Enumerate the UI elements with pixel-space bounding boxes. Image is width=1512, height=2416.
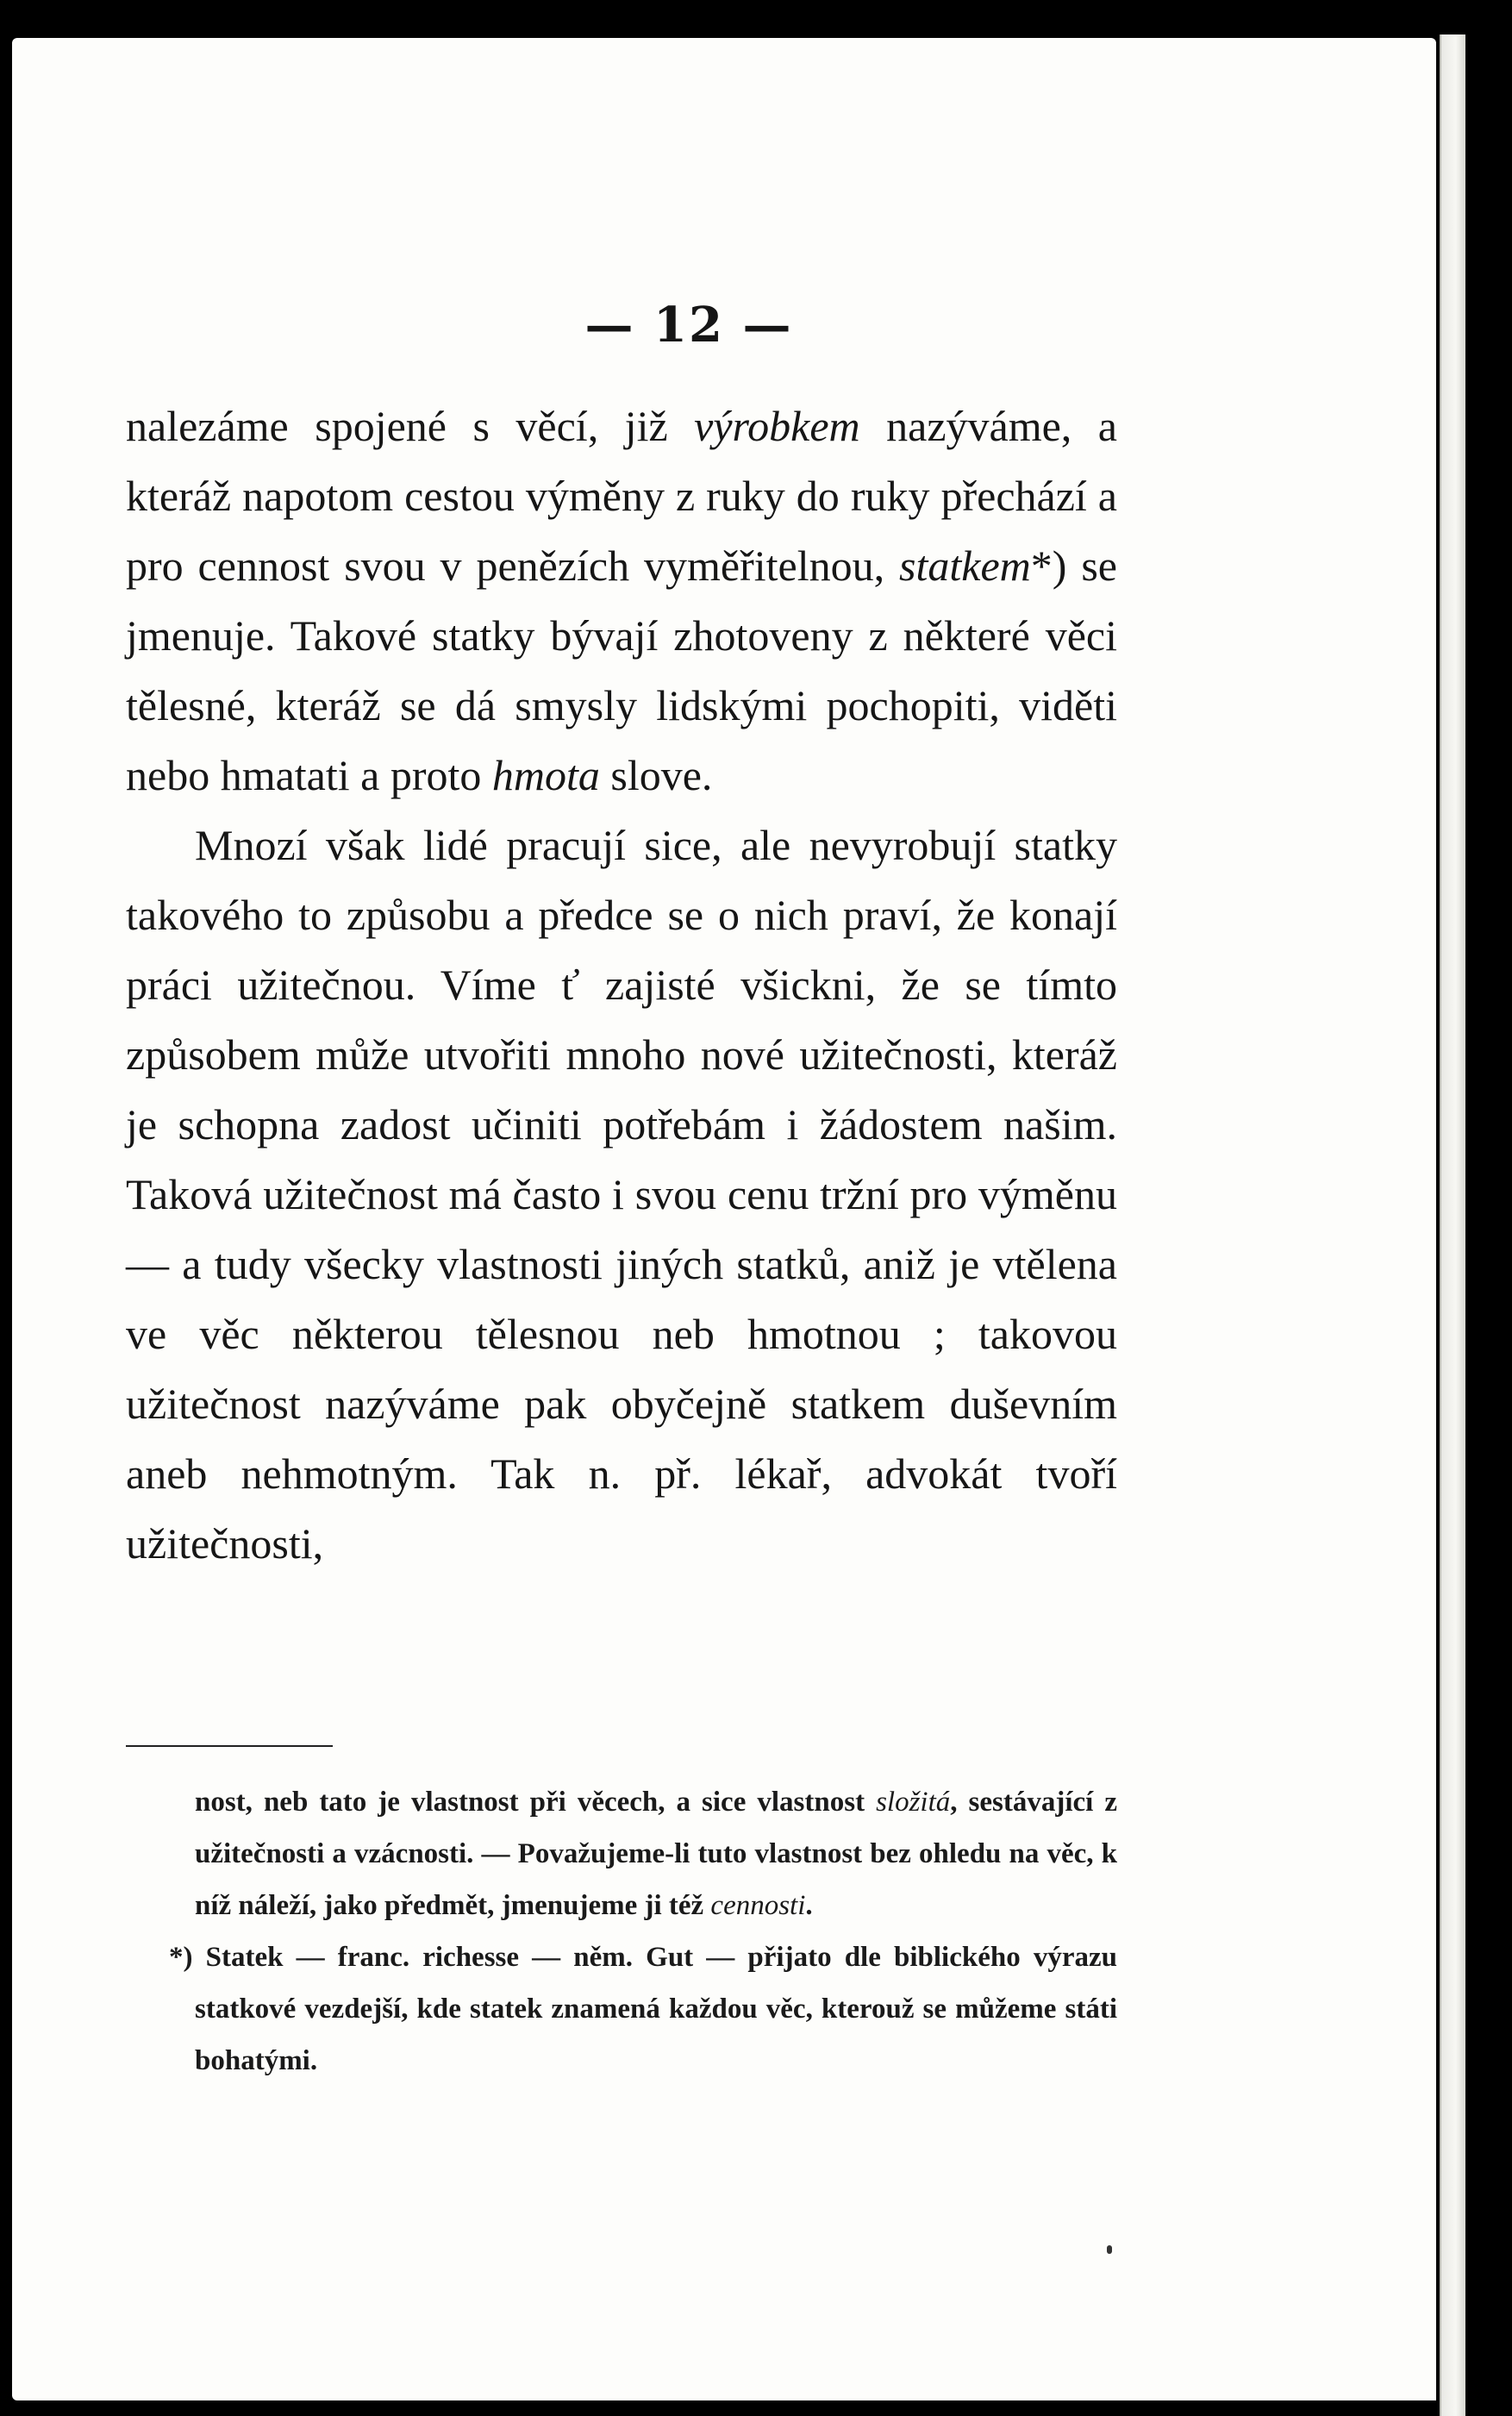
footnote-star: *) Statek — franc. richesse — něm. Gut — přijato dle biblického výrazu statkové vezdejší, kde statek znamená každou věc, kterouž se můžeme státi bohatými. (169, 1942, 1117, 2076)
term-vyrobkem: výrobkem (694, 402, 860, 450)
paragraph-1-text-4: slove. (599, 751, 713, 799)
paragraph-1-text-2: nazýváme, a kteráž napotom cestou výměny z ruky do ruky přechází a pro cennost svou v penězích vyměřitelnou, (126, 402, 1117, 590)
footnote-continuation (126, 1776, 1117, 1931)
term-cennosti: cennosti (710, 1890, 806, 1921)
footnote-continuation-text-2: , sestávající z užitečnosti a vzácnosti. — Považujeme-li tuto vlastnost bez ohledu na věc, k níž náleží, jako předmět, jmenujeme ji též (195, 1787, 1117, 1921)
footnote-divider (126, 1745, 333, 1747)
book-page (12, 38, 1436, 2400)
footnotes (126, 1776, 1117, 2087)
footnote-continuation-text-3: . (805, 1890, 813, 1921)
paragraph-2: Mnozí však lidé pracují sice, ale nevyrobují statky takového to způsobu a předce se o nich praví, že konají práci užitečnou. Víme ť zajisté všickni, že se tímto způsobem může utvořiti mnoho nové užitečnosti, kteráž je schopna zadost učiniti potřebám i žádostem našim. Taková užitečnost má často i svou cenu tržní pro výměnu — a tudy všecky vlastnosti jiných statků, aniž je vtělena ve věc některou tělesnou neb hmotnou ; takovou užitečnost nazýváme pak obyčejně statkem duševním aneb nehmotným. Tak n. př. lékař, advokát tvoří užitečnosti, (126, 821, 1117, 1568)
page-number: — 12 — (584, 297, 793, 354)
book-edge (1440, 34, 1465, 2416)
term-slozita: složitá (876, 1787, 951, 1818)
paragraph-1 (126, 391, 1117, 811)
paragraph-1-text-1: nalezáme spojené s věcí, již (126, 402, 695, 450)
term-hmota: hmota (491, 751, 600, 799)
main-text (126, 391, 1117, 1579)
ink-speck (1107, 2245, 1112, 2254)
footnote-continuation-text-1: nost, neb tato je vlastnost při věcech, a sice vlastnost (195, 1787, 877, 1818)
paragraph-1-text-3: *) se jmenuje. Takové statky bývají zhotoveny z některé věci tělesné, kteráž se dá smysly lidskými pochopiti, viděti nebo hmatati a proto (126, 541, 1117, 799)
term-statkem: statkem (899, 541, 1031, 590)
